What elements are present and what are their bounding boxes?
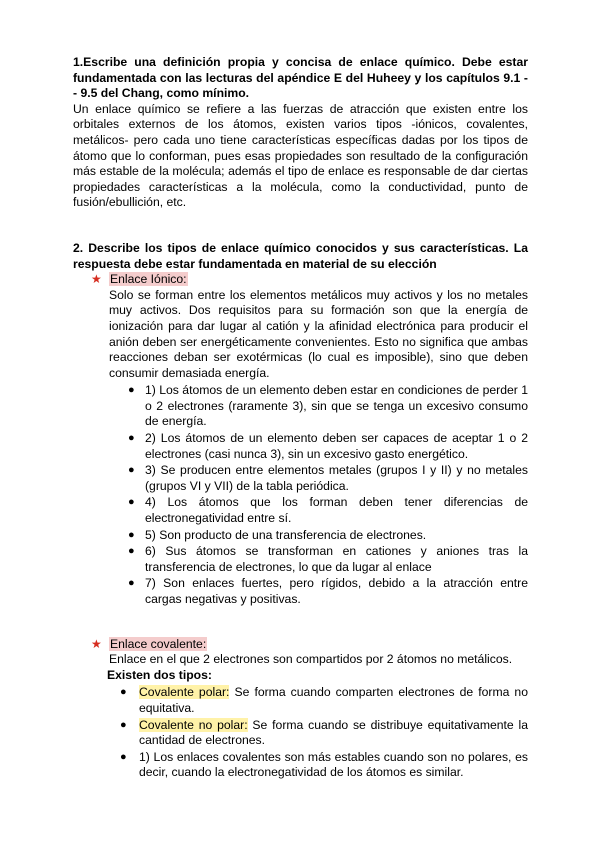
ionic-intro: Solo se forman entre los elementos metálicos muy activos y los no metales muy activos. Dos requisitos para su formación son que la energía de ionización para dar lugar al catión y la afinidad electrónica para producir el anión deben ser energéticamente convenientes. Esto no significa que ambas reacciones deban ser exotérmicas (lo cual es imposible), sino que deben consumir demasiada energía. <box>109 287 528 380</box>
bullet-icon: ● <box>128 496 135 509</box>
list-item: ● 6) Sus átomos se transforman en cationes y aniones tras la transferencia de electrones, lo que da lugar al enlace <box>128 544 528 574</box>
bullet-icon: ● <box>128 432 135 445</box>
bullet-icon: ● <box>128 464 135 477</box>
polar-text: Se forma cuando comparten electrones de forma no equitativa. <box>139 685 528 715</box>
covalent-heading <box>91 637 528 653</box>
bullet-icon: ● <box>128 384 135 397</box>
list-item: ● 4) Los átomos que los forman deben tener diferencias de electronegatividad entre sí. <box>128 495 528 526</box>
covalent-heading-label: Enlace covalente: <box>110 636 207 651</box>
list-item: ● 1) Los átomos de un elemento deben estar en condiciones de perder 1 o 2 electrones (raramente 3), sin que se tenga un excesivo consumo de energía. <box>128 383 528 429</box>
covalent-types-label: Existen dos tipos: <box>107 667 212 682</box>
list-item <box>73 718 528 749</box>
bullet-icon: ● <box>128 577 135 590</box>
question-1-answer: Un enlace químico se refiere a las fuerzas de atracción que existen entre los orbitales externos de los átomos, existen varios tipos -iónicos, covalentes, metálicos- pero cada uno tiene características específicas dadas por los tipos de átomo que lo conforman, pues esas propiedades son resultado de la configuración más estable de la molécula; además el tipo de enlace es responsable de dar ciertas propiedades características a la molécula, como la conductividad, punto de fusión/ebullición, etc. <box>73 101 528 210</box>
covalent-intro: Enlace en el que 2 electrones son compartidos por 2 átomos no metálicos. <box>109 652 513 667</box>
list-item <box>73 750 528 781</box>
bullet-icon: ● <box>120 750 127 763</box>
ionic-heading-label: Enlace Iónico: <box>110 272 187 287</box>
list-item: ● 2) Los átomos de un elemento deben ser capaces de aceptar 1 o 2 electrones (casi nunca 3), sin un excesivo gasto energético. <box>128 431 528 461</box>
question-1-title: 1.Escribe una definición propia y concisa de enlace químico. Debe estar fundamentada con las lecturas del apéndice E del Huheey y los capítulos 9.1 -- 9.5 del Chang, como mínimo. <box>73 55 528 101</box>
ionic-list <box>73 383 528 607</box>
list-item <box>73 685 528 716</box>
document-page <box>73 55 528 782</box>
nonpolar-label: Covalente no polar: <box>139 717 248 732</box>
list-item: ● 7) Son enlaces fuertes, pero rígidos, debido a la atracción entre cargas negativas y positivas. <box>128 576 528 606</box>
bullet-icon: ● <box>128 528 135 541</box>
star-icon: ★ <box>91 636 102 651</box>
covalent-list <box>73 685 528 781</box>
list-item: ● 5) Son producto de una transferencia de electrones. <box>128 527 427 542</box>
star-icon: ★ <box>91 272 102 287</box>
ionic-heading <box>91 272 528 288</box>
question-2-title: 2. Describe los tipos de enlace químico conocidos y sus características. La respuesta debe estar fundamentada en material de su elección <box>73 240 528 271</box>
covalent-note: 1) Los enlaces covalentes son más estables cuando son no polares, es decir, cuando la electronegatividad de los átomos es similar. <box>139 749 528 780</box>
bullet-icon: ● <box>120 718 127 731</box>
polar-label: Covalente polar: <box>139 685 230 700</box>
nonpolar-text: Se forma cuando se distribuye equitativamente la cantidad de electrones. <box>139 717 529 748</box>
bullet-icon: ● <box>128 545 135 558</box>
list-item: ● 3) Se producen entre elementos metales (grupos I y II) y no metales (grupos VI y VII) de la tabla periódica. <box>128 463 528 493</box>
bullet-icon: ● <box>120 686 127 699</box>
